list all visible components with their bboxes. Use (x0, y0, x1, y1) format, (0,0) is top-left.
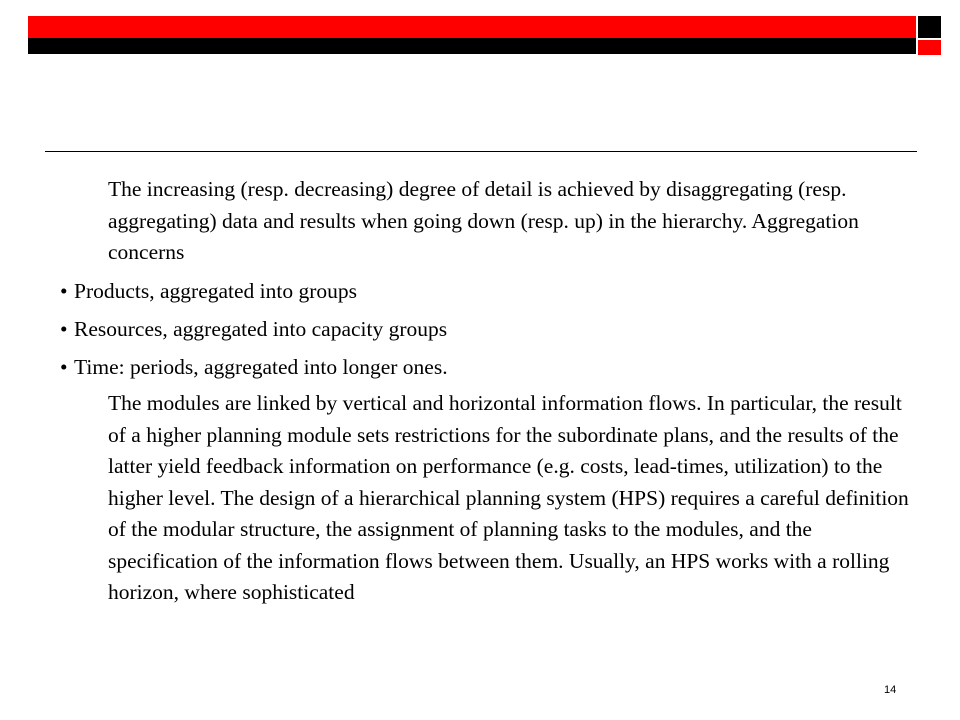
bullet-text: Time: periods, aggregated into longer ones. (74, 354, 448, 379)
bullet-dot: • (60, 316, 68, 341)
slide-content (60, 174, 910, 609)
bullet-dot: • (60, 354, 68, 379)
header-banner-black (28, 38, 916, 54)
header-corner-black-square (918, 16, 941, 38)
bullet-text: Products, aggregated into groups (74, 278, 358, 303)
body-paragraph: The modules are linked by vertical and horizontal information flows. In particular, the result of a higher planning module sets restrictions for the subordinate plans, and the results of the latter yield feedback information on performance (e.g. costs, lead-times, utilization) to the higher level. The design of a hierarchical planning system (HPS) requires a careful definition of the modular structure, the assignment of planning tasks to the modules, and the specification of the information flows between them. Usually, an HPS works with a rolling horizon, where sophisticated (108, 391, 909, 604)
title-divider-line (45, 151, 917, 152)
bullet-text: Resources, aggregated into capacity groups (74, 316, 448, 341)
header-corner-red-square (918, 40, 941, 55)
page-number: 14 (884, 684, 897, 696)
header-banner-red (28, 16, 916, 38)
bullet-dot: • (60, 278, 68, 303)
bullet-item-time (60, 352, 910, 384)
bullet-item-products (60, 276, 910, 308)
intro-paragraph: The increasing (resp. decreasing) degree of detail is achieved by disaggregating (resp. aggregating) data and results when going down (resp. up) in the hierarchy. Aggregation concerns (108, 177, 859, 264)
bullet-item-resources (60, 314, 910, 346)
